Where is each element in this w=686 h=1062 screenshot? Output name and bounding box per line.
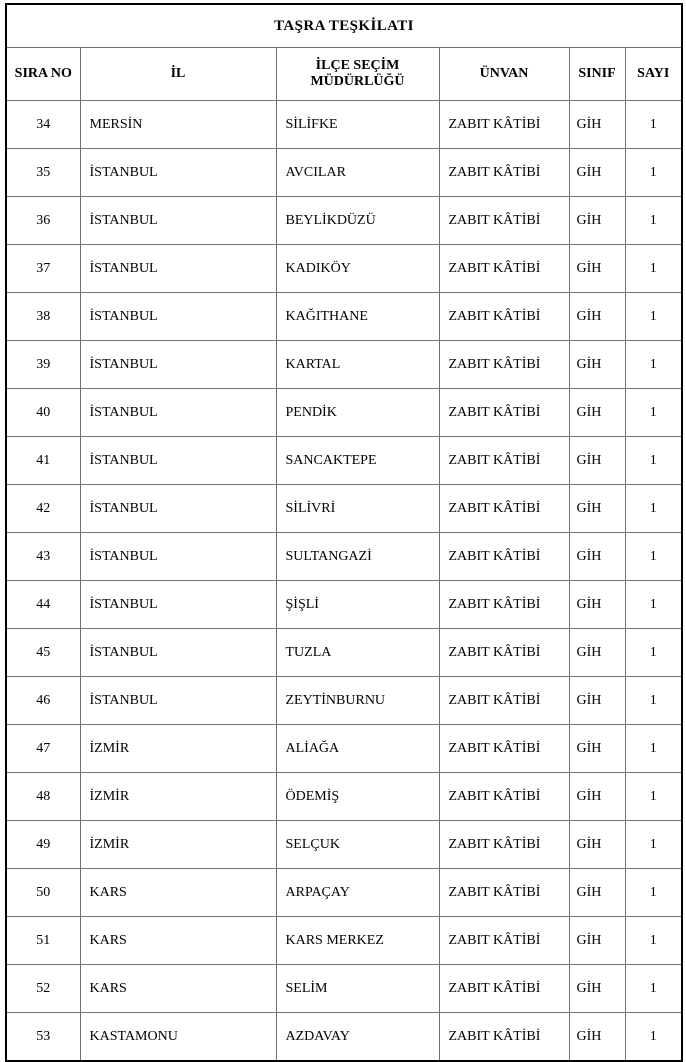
cell-sinif: GİH: [569, 917, 625, 965]
cell-sira-no: 41: [6, 437, 80, 485]
cell-sira-no: 34: [6, 101, 80, 149]
cell-ilce-secim-mudurlugu: PENDİK: [276, 389, 439, 437]
cell-il: İSTANBUL: [80, 437, 276, 485]
cell-sinif: GİH: [569, 101, 625, 149]
cell-sayi: 1: [625, 101, 682, 149]
cell-sinif: GİH: [569, 1013, 625, 1062]
cell-sayi: 1: [625, 437, 682, 485]
cell-ilce-secim-mudurlugu: ŞİŞLİ: [276, 581, 439, 629]
table-row: [6, 389, 682, 437]
cell-sira-no: 40: [6, 389, 80, 437]
cell-sinif: GİH: [569, 773, 625, 821]
cell-ilce-secim-mudurlugu: SİLİVRİ: [276, 485, 439, 533]
column-header-unvan: ÜNVAN: [439, 48, 569, 101]
cell-sinif: GİH: [569, 821, 625, 869]
cell-il: İSTANBUL: [80, 341, 276, 389]
cell-sinif: GİH: [569, 533, 625, 581]
cell-unvan: ZABIT KÂTİBİ: [439, 869, 569, 917]
cell-ilce-secim-mudurlugu: KADIKÖY: [276, 245, 439, 293]
cell-sayi: 1: [625, 149, 682, 197]
cell-il: KARS: [80, 869, 276, 917]
cell-sira-no: 51: [6, 917, 80, 965]
cell-sira-no: 45: [6, 629, 80, 677]
cell-unvan: ZABIT KÂTİBİ: [439, 677, 569, 725]
cell-sira-no: 35: [6, 149, 80, 197]
header-row: [6, 48, 682, 101]
table-row: [6, 965, 682, 1013]
table-row: [6, 725, 682, 773]
cell-unvan: ZABIT KÂTİBİ: [439, 341, 569, 389]
cell-sinif: GİH: [569, 149, 625, 197]
cell-sinif: GİH: [569, 293, 625, 341]
table-body: [6, 101, 682, 1062]
cell-unvan: ZABIT KÂTİBİ: [439, 245, 569, 293]
cell-ilce-secim-mudurlugu: ALİAĞA: [276, 725, 439, 773]
column-header-sira-no: SIRA NO: [6, 48, 80, 101]
cell-sayi: 1: [625, 629, 682, 677]
cell-sayi: 1: [625, 965, 682, 1013]
cell-sira-no: 53: [6, 1013, 80, 1062]
cell-il: İZMİR: [80, 725, 276, 773]
table-row: [6, 629, 682, 677]
cell-sayi: 1: [625, 725, 682, 773]
cell-sira-no: 49: [6, 821, 80, 869]
cell-sira-no: 36: [6, 197, 80, 245]
cell-il: İSTANBUL: [80, 149, 276, 197]
cell-sinif: GİH: [569, 245, 625, 293]
cell-sinif: GİH: [569, 629, 625, 677]
cell-ilce-secim-mudurlugu: TUZLA: [276, 629, 439, 677]
cell-sinif: GİH: [569, 581, 625, 629]
cell-sinif: GİH: [569, 677, 625, 725]
cell-unvan: ZABIT KÂTİBİ: [439, 965, 569, 1013]
cell-sinif: GİH: [569, 725, 625, 773]
cell-il: MERSİN: [80, 101, 276, 149]
cell-sira-no: 43: [6, 533, 80, 581]
table-row: [6, 293, 682, 341]
cell-sayi: 1: [625, 773, 682, 821]
cell-sinif: GİH: [569, 341, 625, 389]
cell-sayi: 1: [625, 245, 682, 293]
cell-il: İSTANBUL: [80, 293, 276, 341]
table-row: [6, 197, 682, 245]
table-row: [6, 533, 682, 581]
table-row: [6, 341, 682, 389]
cell-unvan: ZABIT KÂTİBİ: [439, 581, 569, 629]
cell-sira-no: 47: [6, 725, 80, 773]
cell-ilce-secim-mudurlugu: BEYLİKDÜZÜ: [276, 197, 439, 245]
cell-sira-no: 46: [6, 677, 80, 725]
cell-sinif: GİH: [569, 869, 625, 917]
cell-ilce-secim-mudurlugu: SELÇUK: [276, 821, 439, 869]
cell-unvan: ZABIT KÂTİBİ: [439, 101, 569, 149]
table-row: [6, 821, 682, 869]
cell-il: İSTANBUL: [80, 581, 276, 629]
cell-sayi: 1: [625, 1013, 682, 1062]
cell-sayi: 1: [625, 917, 682, 965]
table-row: [6, 485, 682, 533]
cell-unvan: ZABIT KÂTİBİ: [439, 389, 569, 437]
table-row: [6, 773, 682, 821]
cell-ilce-secim-mudurlugu: KAĞITHANE: [276, 293, 439, 341]
cell-sayi: 1: [625, 293, 682, 341]
cell-sinif: GİH: [569, 197, 625, 245]
cell-ilce-secim-mudurlugu: SELİM: [276, 965, 439, 1013]
cell-il: İSTANBUL: [80, 533, 276, 581]
cell-sira-no: 52: [6, 965, 80, 1013]
cell-sayi: 1: [625, 389, 682, 437]
cell-ilce-secim-mudurlugu: AVCILAR: [276, 149, 439, 197]
cell-ilce-secim-mudurlugu: ÖDEMİŞ: [276, 773, 439, 821]
cell-sayi: 1: [625, 341, 682, 389]
cell-sira-no: 39: [6, 341, 80, 389]
column-header-sayi: SAYI: [625, 48, 682, 101]
table-title: TAŞRA TEŞKİLATI: [6, 4, 682, 48]
cell-ilce-secim-mudurlugu: KARTAL: [276, 341, 439, 389]
cell-sinif: GİH: [569, 437, 625, 485]
cell-ilce-secim-mudurlugu: ARPAÇAY: [276, 869, 439, 917]
cell-unvan: ZABIT KÂTİBİ: [439, 725, 569, 773]
cell-il: KARS: [80, 917, 276, 965]
table-row: [6, 101, 682, 149]
cell-unvan: ZABIT KÂTİBİ: [439, 629, 569, 677]
cell-sinif: GİH: [569, 485, 625, 533]
cell-ilce-secim-mudurlugu: AZDAVAY: [276, 1013, 439, 1062]
cell-il: İSTANBUL: [80, 629, 276, 677]
cell-sayi: 1: [625, 533, 682, 581]
cell-il: KASTAMONU: [80, 1013, 276, 1062]
cell-il: İSTANBUL: [80, 677, 276, 725]
cell-il: İZMİR: [80, 773, 276, 821]
cell-sayi: 1: [625, 197, 682, 245]
cell-unvan: ZABIT KÂTİBİ: [439, 197, 569, 245]
cell-sayi: 1: [625, 485, 682, 533]
cell-unvan: ZABIT KÂTİBİ: [439, 917, 569, 965]
cell-unvan: ZABIT KÂTİBİ: [439, 533, 569, 581]
cell-il: İSTANBUL: [80, 245, 276, 293]
cell-unvan: ZABIT KÂTİBİ: [439, 821, 569, 869]
cell-ilce-secim-mudurlugu: KARS MERKEZ: [276, 917, 439, 965]
table-row: [6, 245, 682, 293]
column-header-sinif: SINIF: [569, 48, 625, 101]
cell-sira-no: 42: [6, 485, 80, 533]
cell-sayi: 1: [625, 677, 682, 725]
cell-unvan: ZABIT KÂTİBİ: [439, 1013, 569, 1062]
table-row: [6, 1013, 682, 1062]
column-header-il: İL: [80, 48, 276, 101]
table-row: [6, 437, 682, 485]
cell-unvan: ZABIT KÂTİBİ: [439, 437, 569, 485]
cell-sayi: 1: [625, 869, 682, 917]
table-row: [6, 917, 682, 965]
title-row: [6, 4, 682, 48]
cell-il: İSTANBUL: [80, 389, 276, 437]
cell-ilce-secim-mudurlugu: SANCAKTEPE: [276, 437, 439, 485]
cell-unvan: ZABIT KÂTİBİ: [439, 293, 569, 341]
cell-unvan: ZABIT KÂTİBİ: [439, 485, 569, 533]
cell-il: İZMİR: [80, 821, 276, 869]
cell-il: İSTANBUL: [80, 485, 276, 533]
cell-sayi: 1: [625, 821, 682, 869]
cell-ilce-secim-mudurlugu: SİLİFKE: [276, 101, 439, 149]
cell-sayi: 1: [625, 581, 682, 629]
cell-sinif: GİH: [569, 965, 625, 1013]
cell-sira-no: 37: [6, 245, 80, 293]
cell-sira-no: 50: [6, 869, 80, 917]
cell-sira-no: 44: [6, 581, 80, 629]
cell-il: İSTANBUL: [80, 197, 276, 245]
tasra-teskilati-table: [5, 3, 683, 1062]
table-row: [6, 869, 682, 917]
cell-ilce-secim-mudurlugu: SULTANGAZİ: [276, 533, 439, 581]
cell-il: KARS: [80, 965, 276, 1013]
cell-sira-no: 48: [6, 773, 80, 821]
cell-sinif: GİH: [569, 389, 625, 437]
table-row: [6, 581, 682, 629]
cell-sira-no: 38: [6, 293, 80, 341]
document-page: [0, 3, 686, 1044]
column-header-ilce-secim-mudurlugu: İLÇE SEÇİM MÜDÜRLÜĞÜ: [276, 48, 439, 101]
cell-unvan: ZABIT KÂTİBİ: [439, 773, 569, 821]
table-row: [6, 677, 682, 725]
cell-unvan: ZABIT KÂTİBİ: [439, 149, 569, 197]
cell-ilce-secim-mudurlugu: ZEYTİNBURNU: [276, 677, 439, 725]
table-row: [6, 149, 682, 197]
